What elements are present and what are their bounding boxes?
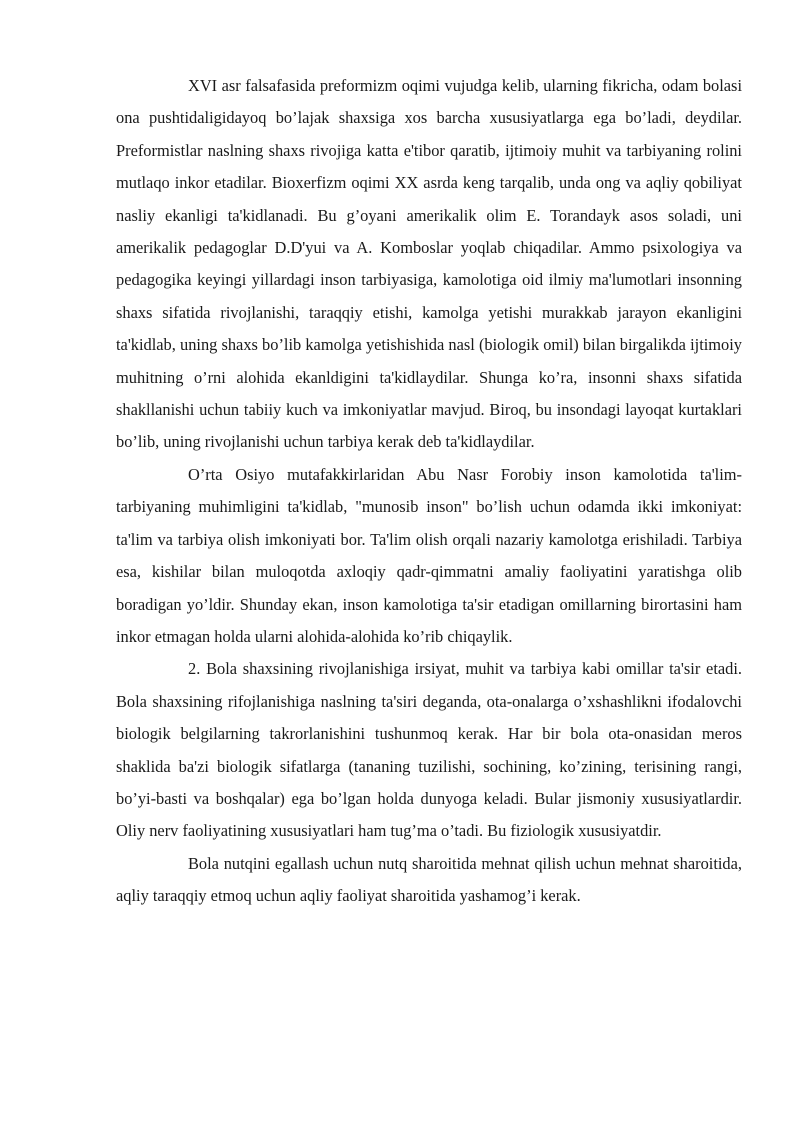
document-page	[116, 70, 742, 913]
paragraph-farabi: O’rta Osiyo mutafakkirlaridan Abu Nasr Forobiy inson kamolotida ta'lim-tarbiyaning muhimligini ta'kidlab, "munosib inson" bo’lish uchun odamda ikki imkoniyat: ta'lim va tarbiya olish imkoniyati bor. Ta'lim olish orqali nazariy kamolotga erishiladi. Tarbiya esa, kishilar bilan muloqotda axloqiy qadr-qimmatni amaliy faoliyatini yaratishga olib boradigan yo’ldir. Shunday ekan, inson kamolotiga ta'sir etadigan omillarning birortasini ham inkor etmagan holda ularni alohida-alohida ko’rib chiqaylik.	[116, 464, 742, 646]
paragraph-preformism: XVI asr falsafasida preformizm oqimi vujudga kelib, ularning fikricha, odam bolasi ona pushtidaligidayoq bo’lajak shaxsiga xos barcha xususiyatlarga ega bo’ladi, deydilar. Preformistlar naslning shaxs rivojiga katta e'tibor qaratib, ijtimoiy muhit va tarbiyaning rolini mutlaqo inkor etadilar. Bioxerfizm oqimi XX asrda keng tarqalib, unda ong va aqliy qobiliyat nasliy ekanligi ta'kidlanadi. Bu g’oyani amerikalik olim E. Torandayk asos soladi, uni amerikalik pedagoglar D.D'yui va A. Komboslar yoqlab chiqadilar. Ammo psixologiya va pedagogika keyingi yillardagi inson tarbiyasiga, kamolotiga oid ilmiy ma'lumotlari insonning shaxs sifatida rivojlanishi, taraqqiy etishi, kamolga yetishi murakkab jarayon ekanligini ta'kidlab, uning shaxs bo’lib kamolga yetishishida nasl (biologik omil) bilan birgalikda ijtimoiy muhitning o’rni alohida ekanldigini ta'kidlaydilar. Shunga ko’ra, insonni shaxs sifatida shakllanishi uchun tabiiy kuch va imkoniyatlar mavjud. Biroq, bu insondagi layoqat kurtaklari bo’lib, uning rivojlanishi uchun tarbiya kerak deb ta'kidlaydilar.	[116, 76, 742, 452]
paragraph-heredity-factors: 2. Bola shaxsining rivojlanishiga irsiyat, muhit va tarbiya kabi omillar ta'sir etadi. Bola shaxsining rifojlanishiga naslning ta'siri deganda, ota-onalarga o’xshashlikni ifodalovchi biologik belgilarning takrorlanishini tushunmoq kerak. Har bir bola ota-onasidan meros shaklida ba'zi biologik sifatlarga (tananing tuzilishi, sochining, ko’zining, terisining rangi, bo’yi-basti va boshqalar) ega bo’lgan holda dunyoga keladi. Bular jismoniy xususiyatlardir. Oliy nerv faoliyatining xususiyatlari ham tug’ma o’tadi. Bu fiziologik xususiyatdir.	[116, 659, 742, 841]
paragraph-environment: Bola nutqini egallash uchun nutq sharoitida mehnat qilish uchun mehnat sharoitida, aqliy taraqqiy etmoq uchun aqliy faoliyat sharoitida yashamog’i kerak.	[116, 853, 742, 906]
